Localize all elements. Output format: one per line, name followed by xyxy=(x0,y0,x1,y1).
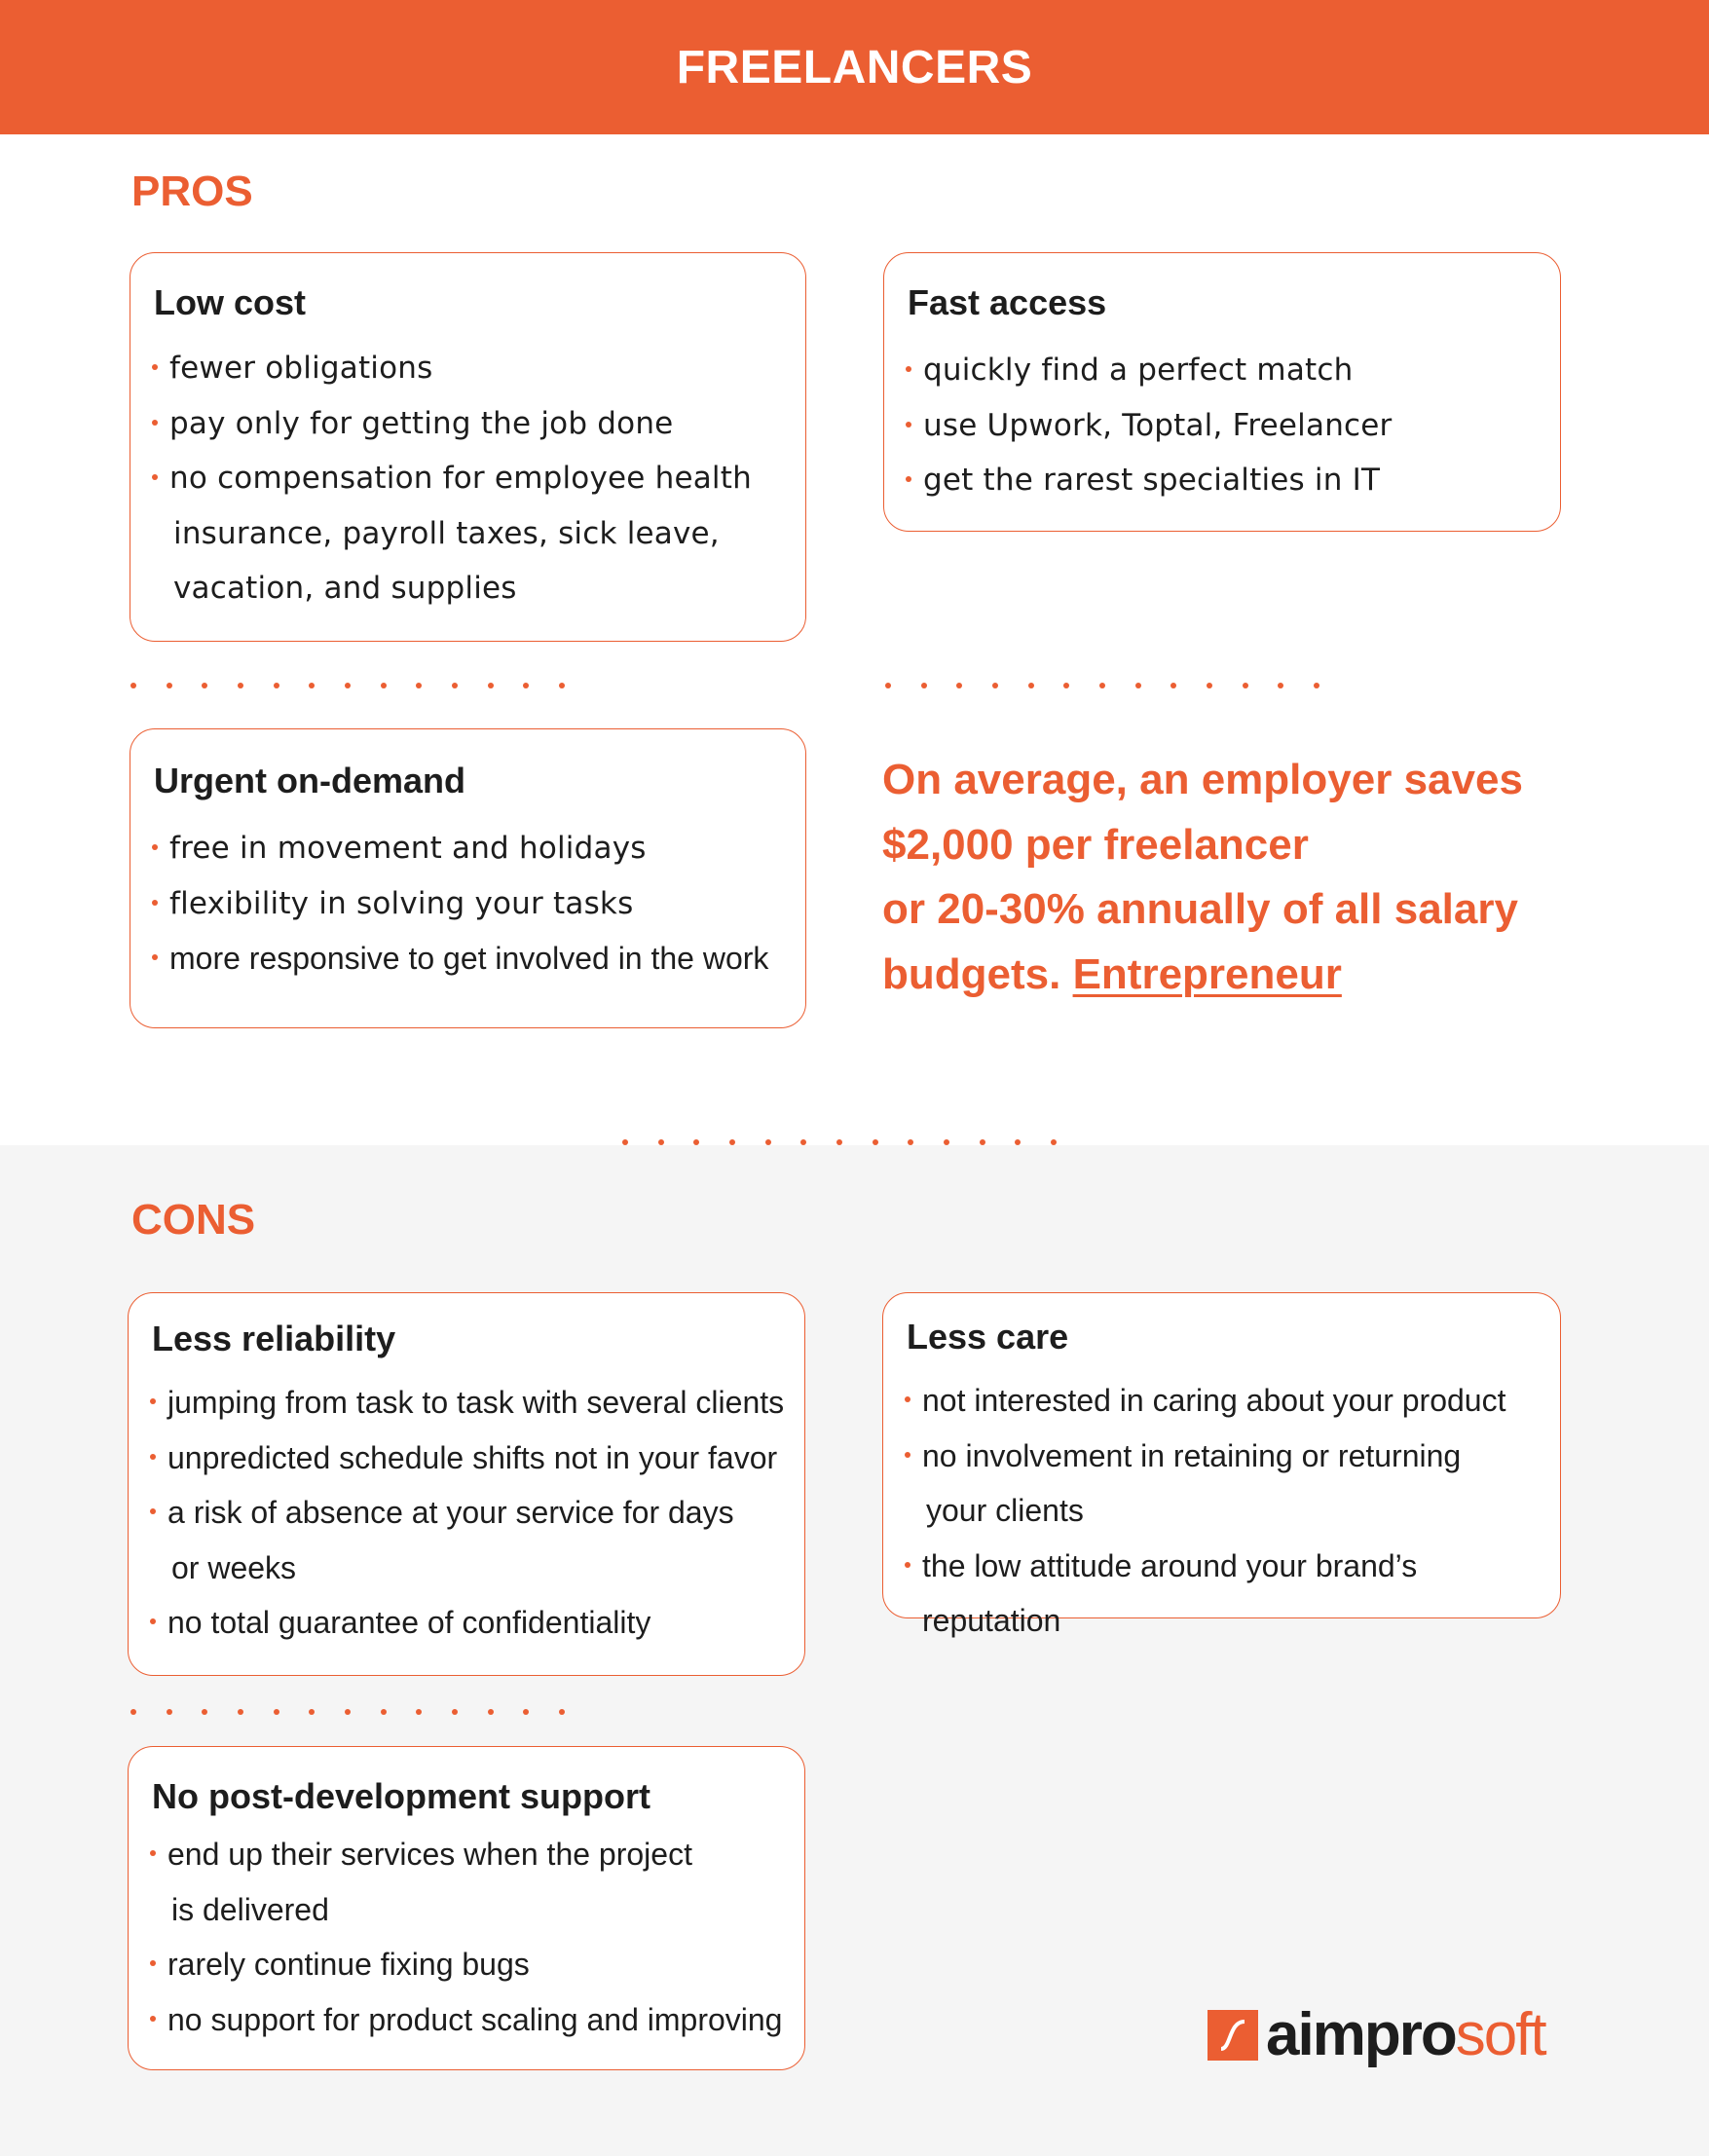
dotted-divider xyxy=(885,683,1319,692)
list-item: unpredicted schedule shifts not in your favor xyxy=(150,1431,785,1486)
callout-line: $2,000 per freelancer xyxy=(882,820,1309,869)
list-item-continuation: vacation, and supplies xyxy=(173,571,517,606)
card-urgent-on-demand xyxy=(130,728,806,1028)
list-item-continuation: or weeks xyxy=(171,1549,297,1585)
list-item: get the rarest specialties in IT xyxy=(906,453,1541,508)
card-title: No post-development support xyxy=(152,1776,650,1816)
dotted-divider xyxy=(130,1709,565,1719)
page-title: FREELANCERS xyxy=(676,41,1033,93)
source-link[interactable]: Entrepreneur xyxy=(1072,949,1342,998)
savings-callout xyxy=(882,748,1583,1007)
aimprosoft-logo xyxy=(1207,2001,1545,2068)
list-item-continuation: is delivered xyxy=(171,1891,329,1927)
list-item: the low attitude around your brand’s reputation xyxy=(905,1539,1541,1649)
list-item: jumping from task to task with several clients xyxy=(150,1375,785,1431)
card-low-cost xyxy=(130,252,806,642)
callout-line: or 20-30% annually of all salary xyxy=(882,885,1518,933)
card-title: Low cost xyxy=(154,282,307,322)
dotted-divider xyxy=(622,1139,1057,1149)
header-banner xyxy=(0,0,1709,134)
list-item: rarely continue fixing bugs xyxy=(150,1937,785,1992)
list-item: pay only for getting the job done xyxy=(152,396,786,452)
list-item: more responsive to get involved in the work xyxy=(152,931,786,986)
list-item-continuation: insurance, payroll taxes, sick leave, xyxy=(173,515,720,551)
card-title: Fast access xyxy=(908,282,1107,322)
list-item: not interested in caring about your product xyxy=(905,1373,1541,1429)
card-title: Less care xyxy=(907,1317,1069,1357)
dotted-divider xyxy=(130,683,565,692)
card-no-post-development-support xyxy=(128,1746,805,2070)
pros-heading: PROS xyxy=(131,167,253,215)
cons-heading: CONS xyxy=(131,1196,256,1244)
card-fast-access xyxy=(883,252,1561,532)
card-less-reliability xyxy=(128,1292,805,1676)
list-item: free in movement and holidays xyxy=(152,821,786,876)
list-item: fewer obligations xyxy=(152,341,786,396)
logo-mark-icon xyxy=(1207,2010,1258,2061)
list-item: a risk of absence at your service for days xyxy=(150,1485,785,1541)
callout-line: On average, an employer saves xyxy=(882,756,1523,803)
logo-wordmark: aimprosoft xyxy=(1266,2001,1545,2068)
list-item: use Upwork, Toptal, Freelancer xyxy=(906,398,1541,454)
callout-line: budgets. xyxy=(882,949,1061,998)
list-item-continuation: your clients xyxy=(926,1493,1084,1528)
list-item: quickly find a perfect match xyxy=(906,343,1541,398)
list-item: no support for product scaling and improving xyxy=(150,1992,785,2048)
list-item: no compensation for employee health xyxy=(152,451,786,506)
list-item: end up their services when the project xyxy=(150,1827,785,1882)
card-less-care xyxy=(882,1292,1561,1638)
list-item: no involvement in retaining or returning xyxy=(905,1429,1541,1484)
card-title: Less reliability xyxy=(152,1319,396,1358)
list-item: no total guarantee of confidentiality xyxy=(150,1595,785,1651)
card-title: Urgent on-demand xyxy=(154,761,465,800)
list-item: flexibility in solving your tasks xyxy=(152,876,786,932)
